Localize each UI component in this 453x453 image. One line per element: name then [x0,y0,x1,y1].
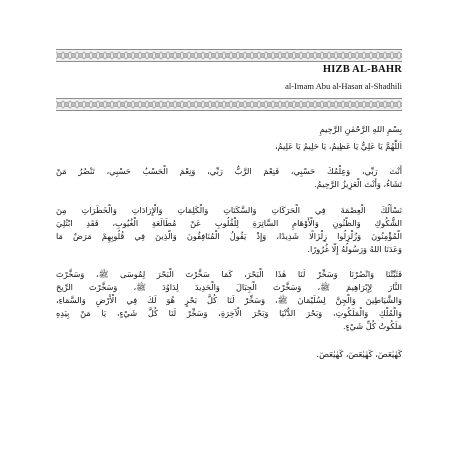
paragraph-2 [56,165,402,191]
paragraph-3-line-2: الشُّكُوكِ وَالظُّنُونِ وَالْأَوْهَامِ السَّاتِرَةِ لِلْقُلُوبِ عَنْ مُطَالَعَةِ الْغُيُوبِ، فَقَدِ ابْتُلِيَ [56,218,402,228]
closing-letters-line: كٓهٰيٰعٓصٓ، كٓهٰيٰعٓصٓ، كٓهٰيٰعٓصٓ. [316,349,402,359]
paragraph-4-line-3: وَالشَّيَاطِينَ وَالْجِنَّ لِسُلَيْمَانَ ﷺ، وَسَخِّرْ لَنَا كُلَّ بَحْرٍ هُوَ لَكَ فِي الْأَرْضِ وَالسَّمَاءِ، [56,295,402,305]
paragraph-4-line-2: النَّارَ لِإِبْرَاهِيمَ ﷺ، وَسَخَّرْتَ الْجِبَالَ وَالْحَدِيدَ لِدَاوُدَ ﷺ، وَسَخَّرْتَ الرِّيحَ [56,282,402,292]
author-line: al-Imam Abu al-Hasan al-Shadhili [285,81,402,91]
paragraph-3-line-4: وَعَدَنَا اللهُ وَرَسُولُهُ إِلَّا غُرُورًا. [307,244,402,254]
page-title: HIZB AL-BAHR [322,64,402,75]
paragraph-3-line-1: نَسْأَلُكَ الْعِصْمَةَ فِي الْحَرَكَاتِ وَالسَّكَنَاتِ وَالْكَلِمَاتِ وَالْإِرَادَاتِ وَالْخَطَرَاتِ مِنَ [56,205,402,215]
paragraph-4-line-1: فَثَبِّتْنَا وَانْصُرْنَا وَسَخِّرْ لَنَا هٰذَا الْبَحْرَ، كَمَا سَخَّرْتَ الْبَحْرَ لِمُوسَى ﷺ، وَسَخَّرْتَ [56,269,402,279]
paragraph-4-line-5: مَلَكُوتُ كُلِّ شَيْءٍ. [343,321,402,331]
paragraph-3-line-3: الْمُؤْمِنُونَ وَزُلْزِلُوا زِلْزَالًا شَدِيدًا، وَإِذْ يَقُولُ الْمُنَافِقُونَ وَالَّذِينَ فِي قُلُوبِهِمْ مَرَضٌ مَا [56,231,402,241]
paragraph-4 [56,268,402,333]
invocation-line: اَللّٰهُمَّ يَا عَلِيُّ يَا عَظِيمُ، يَا حَلِيمُ يَا عَلِيمُ، [274,141,402,151]
basmala-line: بِسْمِ اللهِ الرَّحْمٰنِ الرَّحِيمِ [319,124,402,134]
ornamental-border-top [56,49,402,62]
paragraph-2-line-2: تَشَاءُ، وَأَنْتَ الْعَزِيزُ الرَّحِيمُ. [314,179,402,189]
paragraph-2-line-1: أَنْتَ رَبِّي، وَعِلْمُكَ حَسْبِي، فَنِعْمَ الرَّبُّ رَبِّي، وَنِعْمَ الْحَسْبُ حَسْبِي، تَنْصُرُ مَنْ [56,166,402,176]
ornamental-border-bottom [56,98,402,111]
paragraph-4-line-4: وَالْمُلْكِ وَالْمَلَكُوتِ، وَبَحْرَ الدُّنْيَا وَبَحْرَ الْآخِرَةِ، وَسَخِّرْ لَنَا كُلَّ شَيْءٍ، يَا مَنْ بِيَدِهِ [56,308,402,318]
paragraph-3 [56,204,402,256]
